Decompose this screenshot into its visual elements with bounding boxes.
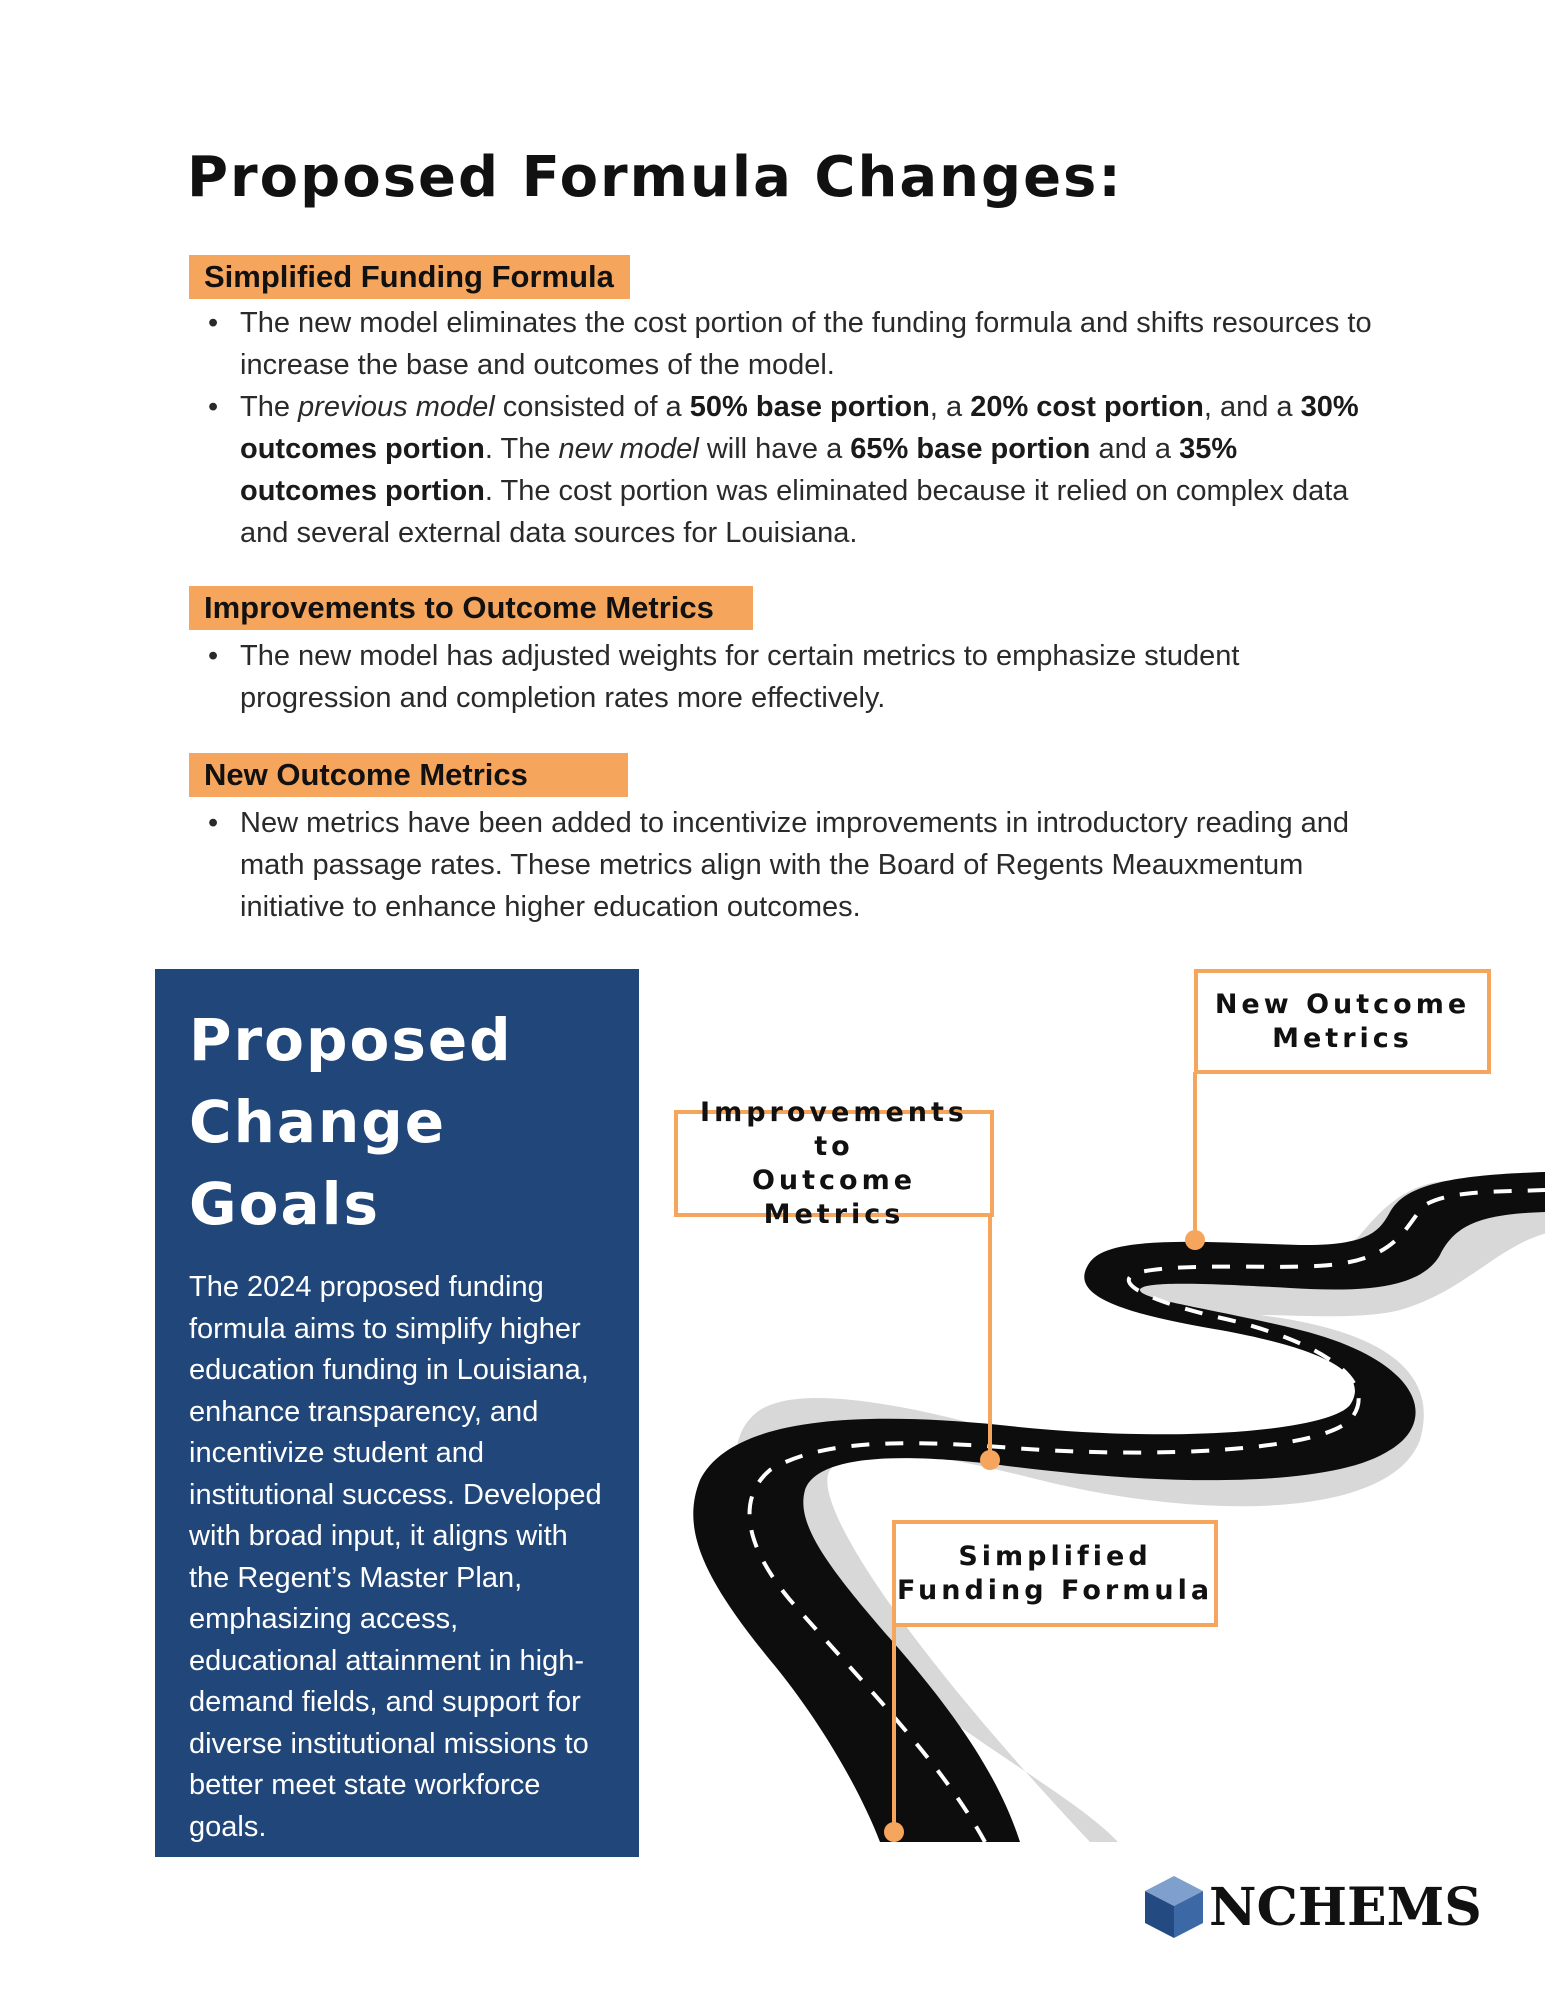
- bullet-text-run: The new model has adjusted weights for certain metrics to emphasize student progression and completion rates more effectively.: [240, 640, 1240, 714]
- bullet-text-run: and a: [1090, 433, 1180, 465]
- bullet-text-run: will have a: [698, 433, 851, 465]
- logo-text: NCHEMS: [1209, 1876, 1482, 1938]
- bullet-text-run: , and a: [1203, 391, 1301, 423]
- page-title: Proposed Formula Changes:: [187, 145, 1123, 210]
- callout-line1: Improvements to: [700, 1096, 968, 1162]
- milestone-dot-simplified: [884, 1822, 904, 1842]
- change-goals-title-line1: Proposed: [189, 1006, 513, 1074]
- callout-line2: Metrics: [1272, 1022, 1413, 1054]
- callout-improvements-outcome-metrics: [674, 1096, 994, 1230]
- bullet-text-run: New metrics have been added to incentivize improvements in introductory reading and math passage rates. These metrics align with the Board of Regents Meauxmentum initiative to enhance higher education outcomes.: [240, 807, 1350, 923]
- bullet-text-run: 30% outcomes portion: [240, 391, 1359, 465]
- bullet-text-run: consisted of a: [494, 391, 690, 423]
- nchems-logo: [1143, 1872, 1503, 1942]
- bullet-text-run: . The cost portion was eliminated because it relied on complex data and several external data sources for Louisiana.: [240, 475, 1349, 549]
- bullet-text-run: The new model eliminates the cost portion of the funding formula and shifts resources to increase the base and outcomes of the model.: [240, 307, 1372, 381]
- bullet-text-run: The: [240, 391, 299, 423]
- callout-simplified-funding-formula: [892, 1520, 1218, 1627]
- bullet-text-run: , a: [929, 391, 971, 423]
- bullet-text-run: new model: [558, 433, 699, 465]
- section-heading-new-metrics: New Outcome Metrics: [189, 753, 628, 797]
- change-goals-title-line2: Change Goals: [189, 1088, 447, 1238]
- callout-new-outcome-metrics: [1194, 969, 1491, 1074]
- bullet-text-run: 20% cost portion: [970, 391, 1204, 423]
- bullet-text-run: 35% outcomes portion: [240, 433, 1238, 507]
- callout-line1: New Outcome: [1214, 988, 1471, 1020]
- cube-icon: [1143, 1874, 1205, 1940]
- bullet-text-run: 50% base portion: [689, 391, 930, 423]
- bullet-text-run: previous model: [298, 391, 495, 423]
- callout-line2: Funding Formula: [896, 1574, 1214, 1606]
- milestone-dot-new-metrics: [1185, 1230, 1205, 1250]
- callout-line1: Simplified: [958, 1540, 1152, 1572]
- callout-line2: Outcome Metrics: [751, 1164, 917, 1230]
- milestone-dot-improvements: [980, 1450, 1000, 1470]
- section-heading-improvements: Improvements to Outcome Metrics: [189, 586, 753, 630]
- section-heading-simplified-funding: Simplified Funding Formula: [189, 255, 630, 299]
- bullet-text-run: 65% base portion: [850, 433, 1091, 465]
- change-goals-body: The 2024 proposed funding formula aims to simplify higher education funding in Louisiana, enhance transparency, and incentivize student and institutional success. Developed with broad input, it aligns with the Regent’s Master Plan, emphasizing access, educational attainment in high-demand fields, and support for diverse institutional missions to better meet state workforce goals.: [189, 1271, 602, 1843]
- bullet-text-run: . The: [484, 433, 559, 465]
